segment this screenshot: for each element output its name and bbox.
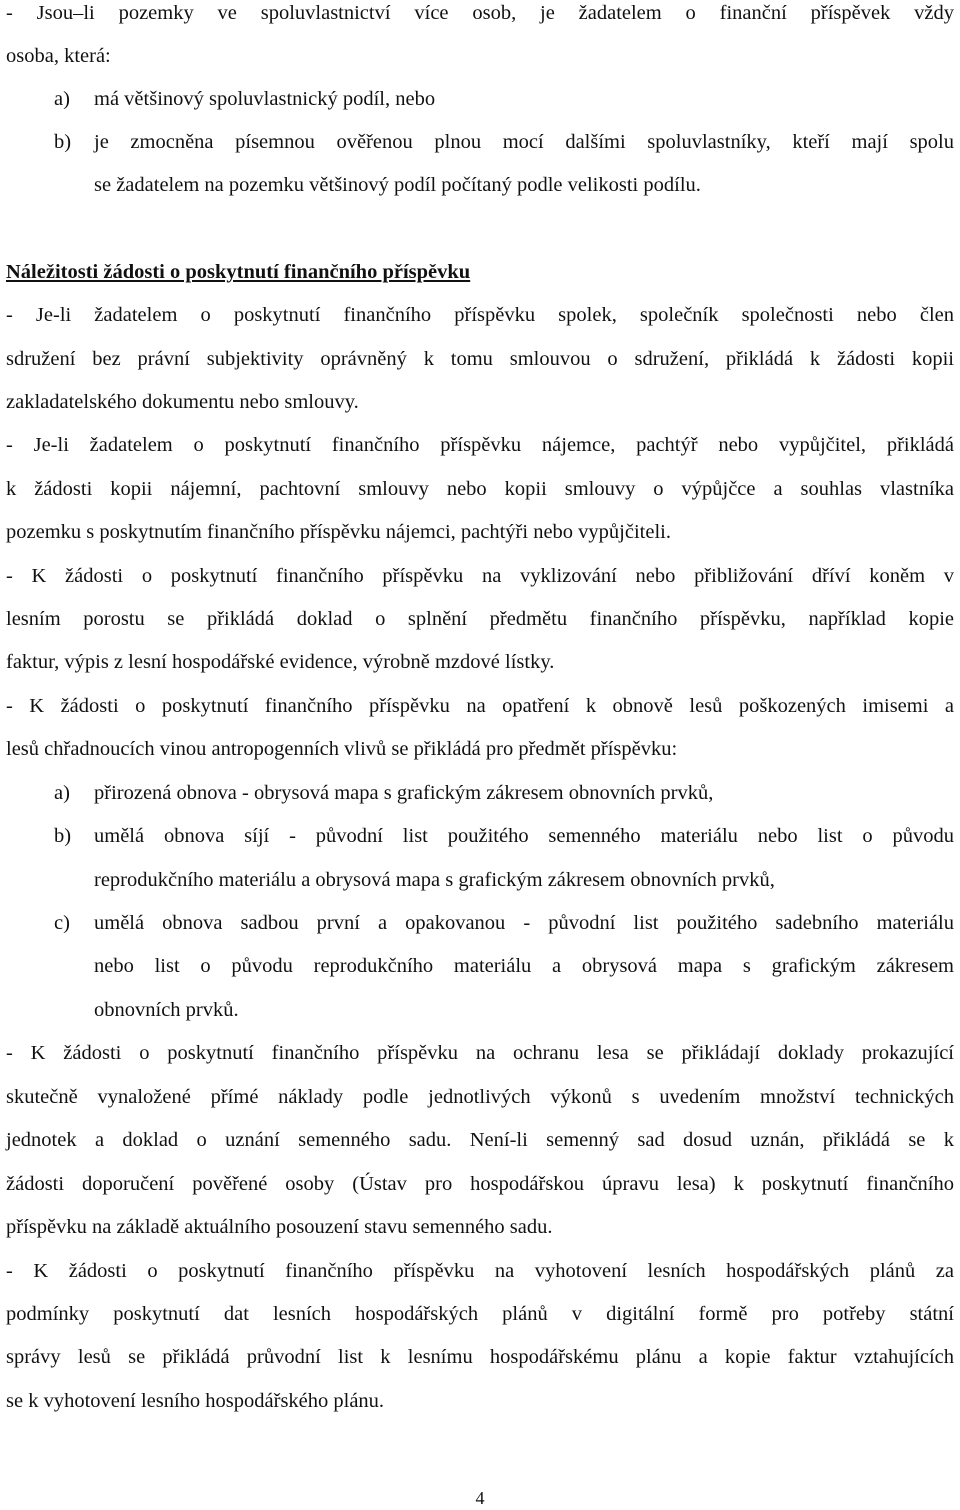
paragraph-4-line: - K žádosti o poskytnutí finančního příspěvku na opatření k obnově lesů poškozených imisemi a [6,695,954,717]
paragraph-1-line: zakladatelského dokumentu nebo smlouvy. [6,391,359,413]
paragraph-2-line: - Je-li žadatelem o poskytnutí finančního příspěvku nájemce, pachtýř nebo vypůjčitel, přikládá [6,434,954,456]
p4-list-item-c-continuation: obnovních prvků. [94,999,239,1021]
list-item-text: umělá obnova síjí - původní list použitého semenného materiálu nebo list o původu [94,825,954,847]
paragraph-5-line: žádosti doporučení pověřené osoby (Ústav pro hospodářskou úpravu lesa) k poskytnutí finančního [6,1173,954,1195]
paragraph-6-line: - K žádosti o poskytnutí finančního příspěvku na vyhotovení lesních hospodářských plánů za [6,1260,954,1282]
paragraph-3-line: lesním porostu se přikládá doklad o splnění předmětu finančního příspěvku, například kopie [6,608,954,630]
paragraph-5-line: jednotek a doklad o uznání semenného sadu. Není-li semenný sad dosud uznán, přikládá se k [6,1129,954,1151]
paragraph-1-line: - Je-li žadatelem o poskytnutí finančního příspěvku spolek, společník společnosti nebo člen [6,304,954,326]
list-marker: a) [54,88,70,110]
paragraph-3-line: faktur, výpis z lesní hospodářské evidence, výrobně mzdové lístky. [6,651,555,673]
p4-list-item-b-continuation: reprodukčního materiálu a obrysová mapa s grafickým zákresem obnovních prvků, [94,869,775,891]
p4-list-item-c [54,908,954,938]
list-marker: a) [54,782,70,804]
p4-list-item-a [54,778,954,808]
paragraph-5-line: příspěvku na základě aktuálního posouzení stavu semenného sadu. [6,1216,553,1238]
paragraph-6-line: správy lesů se přikládá průvodní list k lesnímu hospodářskému plánu a kopie faktur vztahujících [6,1346,954,1368]
intro-list-item-b [54,127,954,157]
paragraph-2-line: pozemku s poskytnutím finančního příspěvku nájemci, pachtýři nebo vypůjčiteli. [6,521,671,543]
list-marker: c) [54,912,70,934]
p4-list-item-c-continuation: nebo list o původu reprodukčního materiálu a obrysová mapa s grafickým zákresem [94,955,954,977]
intro-line-1: - Jsou–li pozemky ve spoluvlastnictví více osob, je žadatelem o finanční příspěvek vždy [6,2,954,24]
paragraph-2-line: k žádosti kopii nájemní, pachtovní smlouvy nebo kopii smlouvy o výpůjčce a souhlas vlastníka [6,478,954,500]
p4-list-item-b [54,821,954,851]
list-item-text: je zmocněna písemnou ověřenou plnou mocí dalšími spoluvlastníky, kteří mají spolu [94,131,954,153]
paragraph-5-line: - K žádosti o poskytnutí finančního příspěvku na ochranu lesa se přikládají doklady prokazující [6,1042,954,1064]
paragraph-4-line: lesů chřadnoucích vinou antropogenních vlivů se přikládá pro předmět příspěvku: [6,738,678,760]
paragraph-6-line: se k vyhotovení lesního hospodářského plánu. [6,1390,385,1412]
paragraph-3-line: - K žádosti o poskytnutí finančního příspěvku na vyklizování nebo přibližování dříví koněm v [6,565,954,587]
list-item-text: umělá obnova sadbou první a opakovanou - původní list použitého sadebního materiálu [94,912,954,934]
intro-list-item-b-continuation: se žadatelem na pozemku většinový podíl počítaný podle velikosti podílu. [94,174,701,196]
paragraph-1-line: sdružení bez právní subjektivity oprávněný k tomu smlouvou o sdružení, přikládá k žádosti kopii [6,348,954,370]
section-heading: Náležitosti žádosti o poskytnutí finančního příspěvku [6,261,471,283]
intro-line-2: osoba, která: [6,45,111,67]
list-item-text: má většinový spoluvlastnický podíl, nebo [94,88,436,110]
list-item-text: přirozená obnova - obrysová mapa s grafickým zákresem obnovních prvků, [94,782,714,804]
paragraph-6-line: podmínky poskytnutí dat lesních hospodářských plánů v digitální formě pro potřeby státní [6,1303,954,1325]
page-number: 4 [475,1488,485,1508]
paragraph-5-line: skutečně vynaložené přímé náklady podle jednotlivých výkonů s uvedením množství technických [6,1086,954,1108]
intro-list-item-a [54,84,954,114]
list-marker: b) [54,825,72,847]
list-marker: b) [54,131,72,153]
